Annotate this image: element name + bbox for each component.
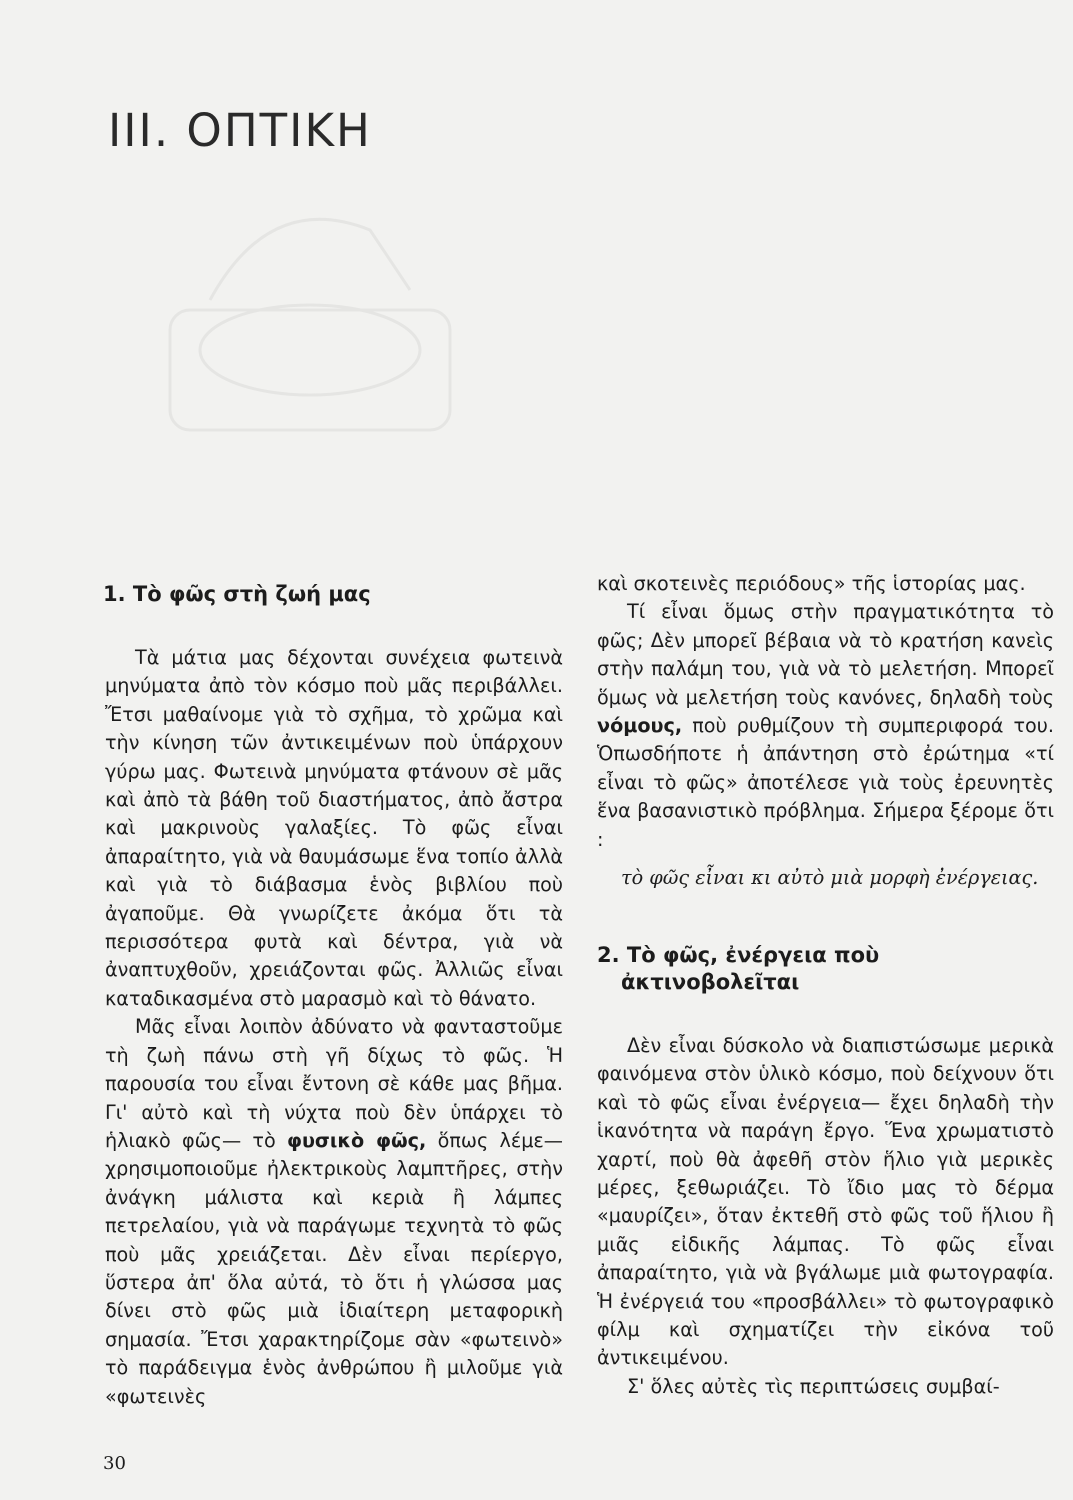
left-column-text (105, 644, 563, 1411)
section-1-paragraph-2 (105, 1013, 563, 1411)
continued-line: καὶ σκοτεινὲς περιόδους» τῆς ἱστορίας μας. (597, 572, 1026, 595)
reverse-page-figure-bleed (150, 170, 480, 450)
right-paragraph-text-a: Τί εἶναι ὅμως στὴν πραγματικότητα τὸ φῶς; Δὲν μπορεῖ βέβαια νὰ τὸ κρατήση κανεὶς στὴν παλάμη του, γιὰ νὰ τὸ μελετήση. Μπορεῖ ὅμως νὰ μελετήση τοὺς κανόνες, δηλαδὴ τοὺς (597, 600, 1054, 709)
chapter-title: III. ΟΠΤΙΚΗ (108, 104, 372, 157)
page-number: 30 (103, 1453, 126, 1474)
laws-term: νόμους, (597, 714, 683, 738)
paragraph-2-text-b: ὅπως λέμε— χρησιμοποιοῦμε ἠλεκτρικοὺς λαμπτῆρες, στὴν ἀνάγκη μάλιστα καὶ κεριὰ ἢ λάμπες πετρελαίου, γιὰ νὰ παράγωμε τεχνητὰ τὸ φῶς ποὺ μᾶς χρειάζεται. Δὲν εἶναι περίεργο, ὕστερα ἀπ' ὅλα αὐτά, τὸ ὅτι ἡ γλώσσα μας δίνει στὸ φῶς μιὰ ἰδιαίτερη μεταφορικὴ σημασία. Ἔτσι χαρακτηρίζομε σὰν «φωτεινὸ» τὸ παράδειγμα ἑνὸς ἀνθρώπου ἢ μιλοῦμε γιὰ «φωτεινὲς (105, 1128, 563, 1408)
section-2-paragraph-1: Δὲν εἶναι δύσκολο νὰ διαπιστώσωμε μερικὰ φαινόμενα στὸν ὑλικὸ κόσμο, ποὺ δείχνουν ὅτι καὶ τὸ φῶς εἶναι ἐνέργεια— ἔχει δηλαδὴ τὴν ἱκανότητα νὰ παράγη ἔργο. Ἕνα χρωματιστὸ χαρτί, ποὺ θὰ ἀφεθῆ στὸν ἥλιο γιὰ μερικὲς μέρες, ξεθωριάζει. Τὸ ἴδιο μας τὸ δέρμα «μαυρίζει», ὅταν ἐκτεθῆ στὸ φῶς τοῦ ἥλιου ἢ μιᾶς εἰδικῆς λάμπας. Τὸ φῶς εἶναι ἀπαραίτητο, γιὰ νὰ βγάλωμε μιὰ φωτογραφία. Ἡ ἐνέργειά του «προσβάλλει» τὸ φωτογραφικὸ φίλμ καὶ σχηματίζει τὴν εἰκόνα τοῦ ἀντικειμένου. (597, 1034, 1054, 1370)
section-2-text (597, 1032, 1054, 1401)
right-paragraph-text-b: ποὺ ρυθμίζουν τὴ συμπεριφορά του. Ὁπωσδήποτε ἡ ἀπάντηση στὸ ἐρώτημα «τί εἶναι τὸ φῶς» ἀποτέλεσε γιὰ τοὺς ἐρευνητὲς ἕνα βασανιστικὸ πρόβλημα. Σήμερα ξέρομε ὅτι : (597, 714, 1054, 851)
light-energy-statement: τὸ φῶς εἶναι κι αὐτὸ μιὰ μορφὴ ἐνέργειας. (621, 866, 1039, 890)
section-1-title: 1. Τὸ φῶς στὴ ζωή μας (103, 582, 371, 606)
section-2-title-line-2: ἀκτινοβολεῖται (621, 970, 800, 994)
right-column-text (597, 570, 1054, 892)
natural-light-term: φυσικὸ φῶς, (286, 1128, 427, 1152)
paragraph-2-text-a: Μᾶς εἶναι λοιπὸν ἀδύνατο νὰ φανταστοῦμε τὴ ζωὴ πάνω στὴ γῆ δίχως τὸ φῶς. Ἡ παρουσία του εἶναι ἔντονη σὲ κάθε μας βῆμα. Γι' αὐτὸ καὶ τὴ νύχτα ποὺ δὲν ὑπάρχει τὸ ἡλιακὸ φῶς— τὸ (105, 1015, 563, 1152)
section-1-paragraph-1: Τὰ μάτια μας δέχονται συνέχεια φωτεινὰ μηνύματα ἀπὸ τὸν κόσμο ποὺ μᾶς περιβάλλει. Ἔτσι μαθαίνομε γιὰ τὸ σχῆμα, τὸ χρῶμα καὶ τὴν κίνηση τῶν ἀντικειμένων ποὺ ὑπάρχουν γύρω μας. Φωτεινὰ μηνύματα φτάνουν σὲ μᾶς καὶ ἀπὸ τὰ βάθη τοῦ διαστήματος, ἀπὸ ἄστρα καὶ μακρινοὺς γαλαξίες. Τὸ φῶς εἶναι ἀπαραίτητο, γιὰ νὰ θαυμάσωμε ἕνα τοπίο ἀλλὰ καὶ γιὰ τὸ διάβασμα ἑνὸς βιβλίου ποὺ ἀγαποῦμε. Θὰ γνωρίζετε ἀκόμα ὅτι τὰ περισσότερα φυτὰ καὶ δέντρα, γιὰ νὰ ἀναπτυχθοῦν, χρειάζονται φῶς. Ἀλλιῶς εἶναι καταδικασμένα στὸ μαρασμὸ καὶ τὸ θάνατο. (105, 646, 563, 1010)
right-paragraph-1 (597, 598, 1054, 854)
section-2-title-line-1: 2. Τὸ φῶς, ἐνέργεια ποὺ (597, 943, 880, 967)
section-2-title (597, 942, 997, 996)
section-2-paragraph-2: Σ' ὅλες αὐτὲς τὶς περιπτώσεις συμβαί- (627, 1374, 1000, 1398)
